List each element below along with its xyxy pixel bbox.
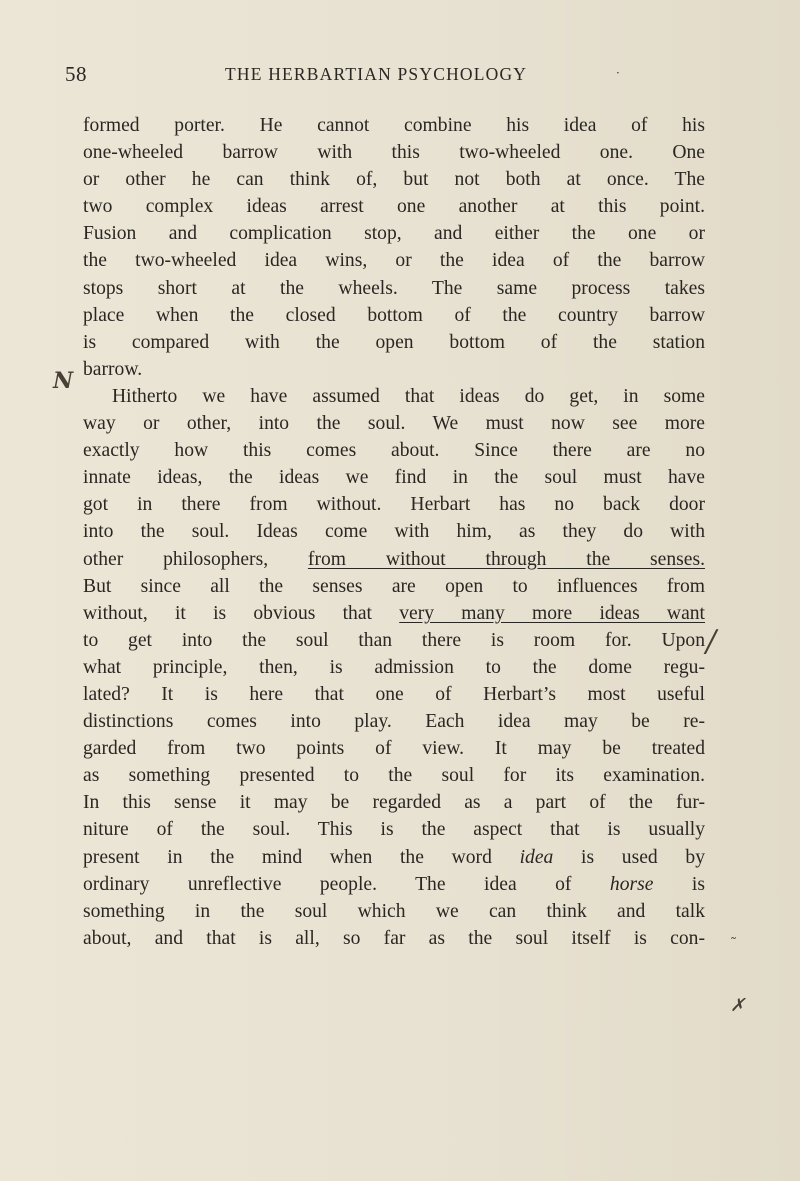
text-line: into the soul. Ideas come with him, as they do with: [83, 521, 705, 543]
margin-dot-mark: ·: [616, 66, 620, 80]
text-line: [83, 546, 705, 573]
underlined-phrase: very many more ideas want: [399, 602, 706, 624]
text-segment: without, it is obvious that: [83, 602, 372, 624]
text-line: Fusion and complication stop, and either the one or: [83, 223, 705, 245]
text-line: stops short at the wheels. The same process takes: [83, 277, 705, 299]
text-line: what principle, then, is admission to the dome regu-: [83, 656, 705, 678]
running-head: THE HERBARTIAN PSYCHOLOGY: [225, 64, 528, 84]
italic-word: idea: [519, 846, 554, 868]
text-line: niture of the soul. This is the aspect that is usually: [83, 819, 705, 841]
page-header: [65, 56, 705, 86]
underlined-phrase: from without through the senses.: [307, 548, 705, 570]
italic-word: horse: [609, 873, 654, 895]
text-line: distinctions comes into play. Each idea may be re-: [83, 711, 705, 733]
text-line: exactly how this comes about. Since there are no: [83, 440, 705, 462]
text-line: or other he can think of, but not both at once. The: [83, 169, 705, 191]
text-line: In this sense it may be regarded as a part of the fur-: [83, 792, 705, 814]
text-line: as something presented to the soul for its examination.: [83, 765, 705, 787]
text-line: something in the soul which we can think and talk: [83, 900, 705, 922]
text-line: about, and that is all, so far as the soul itself is con-: [83, 927, 705, 949]
text-line: the two-wheeled idea wins, or the idea of the barrow: [83, 250, 705, 272]
margin-n-mark: N: [53, 368, 74, 394]
text-line: formed porter. He cannot combine his idea of his: [83, 115, 705, 136]
text-segment: present in the mind when the word: [83, 846, 492, 868]
text-line: to get into the soul than there is room for. Upon: [83, 629, 705, 651]
text-line: way or other, into the soul. We must now see more: [83, 413, 705, 435]
text-line: got in there from without. Herbart has no back door: [83, 494, 705, 516]
text-segment: is: [691, 873, 705, 895]
margin-bracket-mark: /: [706, 624, 717, 659]
text-line: lated? It is here that one of Herbart’s most useful: [83, 683, 705, 705]
text-line: [83, 600, 705, 627]
text-line: barrow.: [83, 358, 143, 380]
text-line: is compared with the open bottom of the station: [83, 331, 705, 353]
text-line: [83, 871, 705, 898]
text-line: garded from two points of view. It may be treated: [83, 738, 705, 760]
text-line: But since all the senses are open to influences from: [83, 575, 705, 597]
body-text: [83, 112, 705, 952]
paragraph-start-line: Hitherto we have assumed that ideas do get, in some: [112, 385, 705, 407]
margin-tick-mark: ˜: [730, 936, 737, 952]
text-line: innate ideas, the ideas we find in the soul must have: [83, 467, 705, 489]
text-line: [83, 844, 705, 871]
text-line: place when the closed bottom of the country barrow: [83, 304, 705, 326]
text-line: one-wheeled barrow with this two-wheeled one. One: [83, 142, 705, 164]
text-segment: is used by: [581, 846, 705, 868]
text-segment: ordinary unreflective people. The idea of: [83, 873, 572, 895]
text-segment: other philosophers,: [83, 548, 269, 570]
page-number: 58: [65, 62, 87, 86]
text-line: two complex ideas arrest one another at this point.: [83, 196, 705, 218]
margin-cross-mark: ✗: [730, 995, 746, 1016]
